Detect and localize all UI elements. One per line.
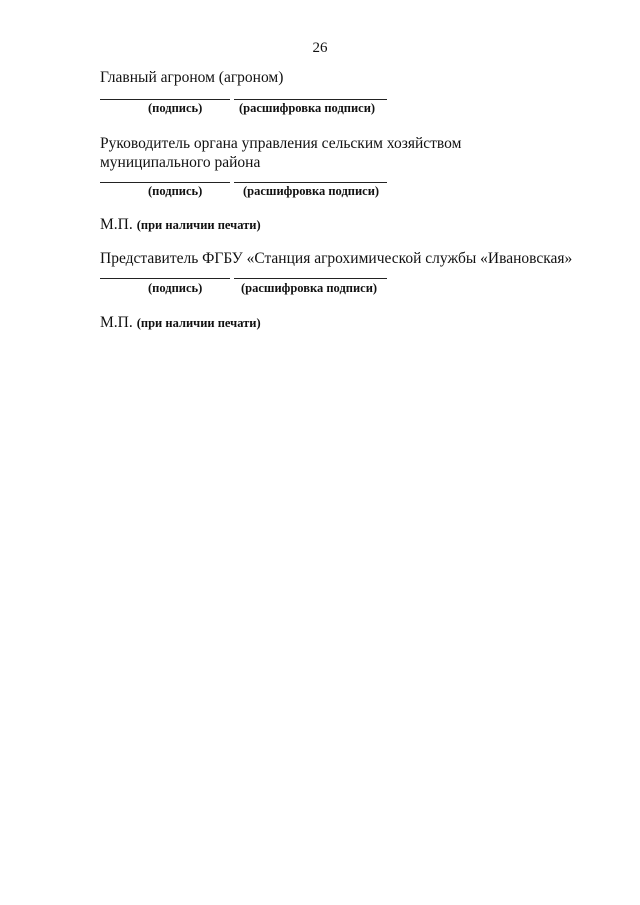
chief-agronomist-title-line: Главный агроном (агроном): [100, 69, 284, 86]
page-number: 26: [312, 40, 328, 56]
agriculture-head-title-line-1: Руководитель органа управления сельским хозяйством: [100, 135, 462, 152]
decoding-caption: (расшифровка подписи): [241, 281, 378, 295]
signature-line: [100, 99, 230, 100]
agriculture-head-title: [100, 134, 461, 172]
stamp-placeholder: [100, 216, 261, 234]
stamp-note: (при наличии печати): [136, 316, 261, 330]
decoding-caption: (расшифровка подписи): [243, 184, 380, 198]
signature-line: [100, 278, 230, 279]
signature-caption: (подпись): [148, 101, 203, 115]
stamp-label: М.П.: [100, 314, 133, 331]
decoding-line: [234, 182, 387, 183]
fgbu-representative-title: [100, 249, 572, 268]
stamp-label: М.П.: [100, 216, 133, 233]
signature-caption: (подпись): [148, 184, 203, 198]
chief-agronomist-title: [100, 68, 283, 87]
decoding-caption: (расшифровка подписи): [239, 101, 376, 115]
stamp-placeholder: [100, 314, 261, 332]
fgbu-representative-title-line: Представитель ФГБУ «Станция агрохимической службы «Ивановская»: [100, 250, 573, 267]
signature-caption: (подпись): [148, 281, 203, 295]
signature-line: [100, 182, 230, 183]
decoding-line: [234, 278, 387, 279]
agriculture-head-title-line-2: муниципального района: [100, 154, 261, 171]
stamp-note: (при наличии печати): [136, 218, 261, 232]
decoding-line: [234, 99, 387, 100]
